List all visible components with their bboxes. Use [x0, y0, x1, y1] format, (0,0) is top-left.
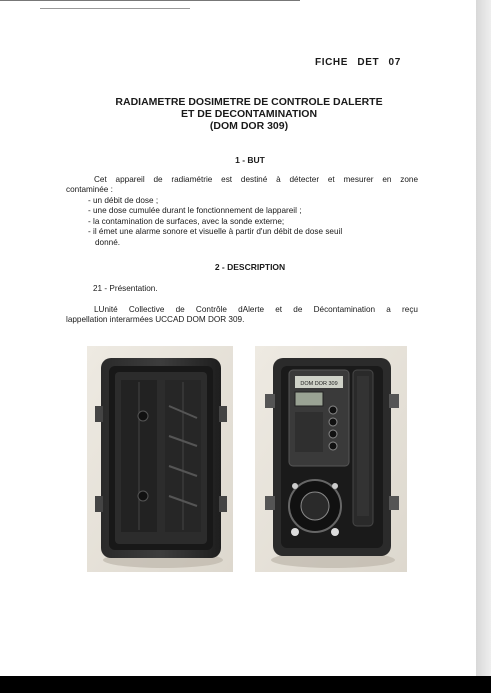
list-item: - la contamination de surfaces, avec la sonde externe;	[88, 216, 285, 226]
bottom-black-band	[0, 676, 491, 693]
intro-line-2: contaminée :	[66, 185, 113, 195]
intro-line-1: Cet appareil de radiamétrie est destiné à détecter et mesurer en zone	[94, 175, 418, 184]
section-2-subheading: 21 - Présentation.	[93, 284, 158, 293]
open-case-device-photo	[255, 346, 407, 572]
section-1-heading: 1 - BUT	[235, 155, 265, 165]
page-edge-shadow	[476, 0, 491, 693]
document-title	[70, 96, 428, 132]
device-case-illustration	[255, 346, 407, 572]
section-1-intro	[66, 175, 418, 196]
para-line-2: lappellation interarmées UCCAD DOM DOR 309.	[66, 315, 245, 325]
para-line-1: LUnité Collective de Contrôle dAlerte et de Décontamination a reçu	[94, 305, 418, 314]
list-item: - un débit de dose ;	[88, 196, 159, 205]
top-rule	[0, 0, 300, 4]
title-line-3: (DOM DOR 309)	[209, 120, 289, 132]
empty-case-illustration	[87, 346, 233, 572]
section-2-paragraph	[66, 305, 418, 326]
empty-case-photo	[87, 346, 233, 572]
title-line-2: ET DE DECONTAMINATION	[180, 108, 318, 120]
fiche-reference: FICHE DET 07	[315, 57, 401, 68]
section-2-heading: 2 - DESCRIPTION	[214, 262, 286, 272]
list-item: - il émet une alarme sonore et visuelle à partir d'un débit de dose seuil	[88, 227, 343, 237]
device-model-label: DOM DOR 309	[300, 381, 338, 387]
list-item: donné.	[95, 237, 121, 247]
section-1-list	[88, 196, 342, 248]
title-line-1: RADIAMETRE DOSIMETRE DE CONTROLE DALERTE	[115, 96, 383, 108]
list-item: - une dose cumulée durant le fonctionnement de lappareil ;	[88, 206, 302, 216]
top-rule-secondary	[40, 8, 190, 9]
